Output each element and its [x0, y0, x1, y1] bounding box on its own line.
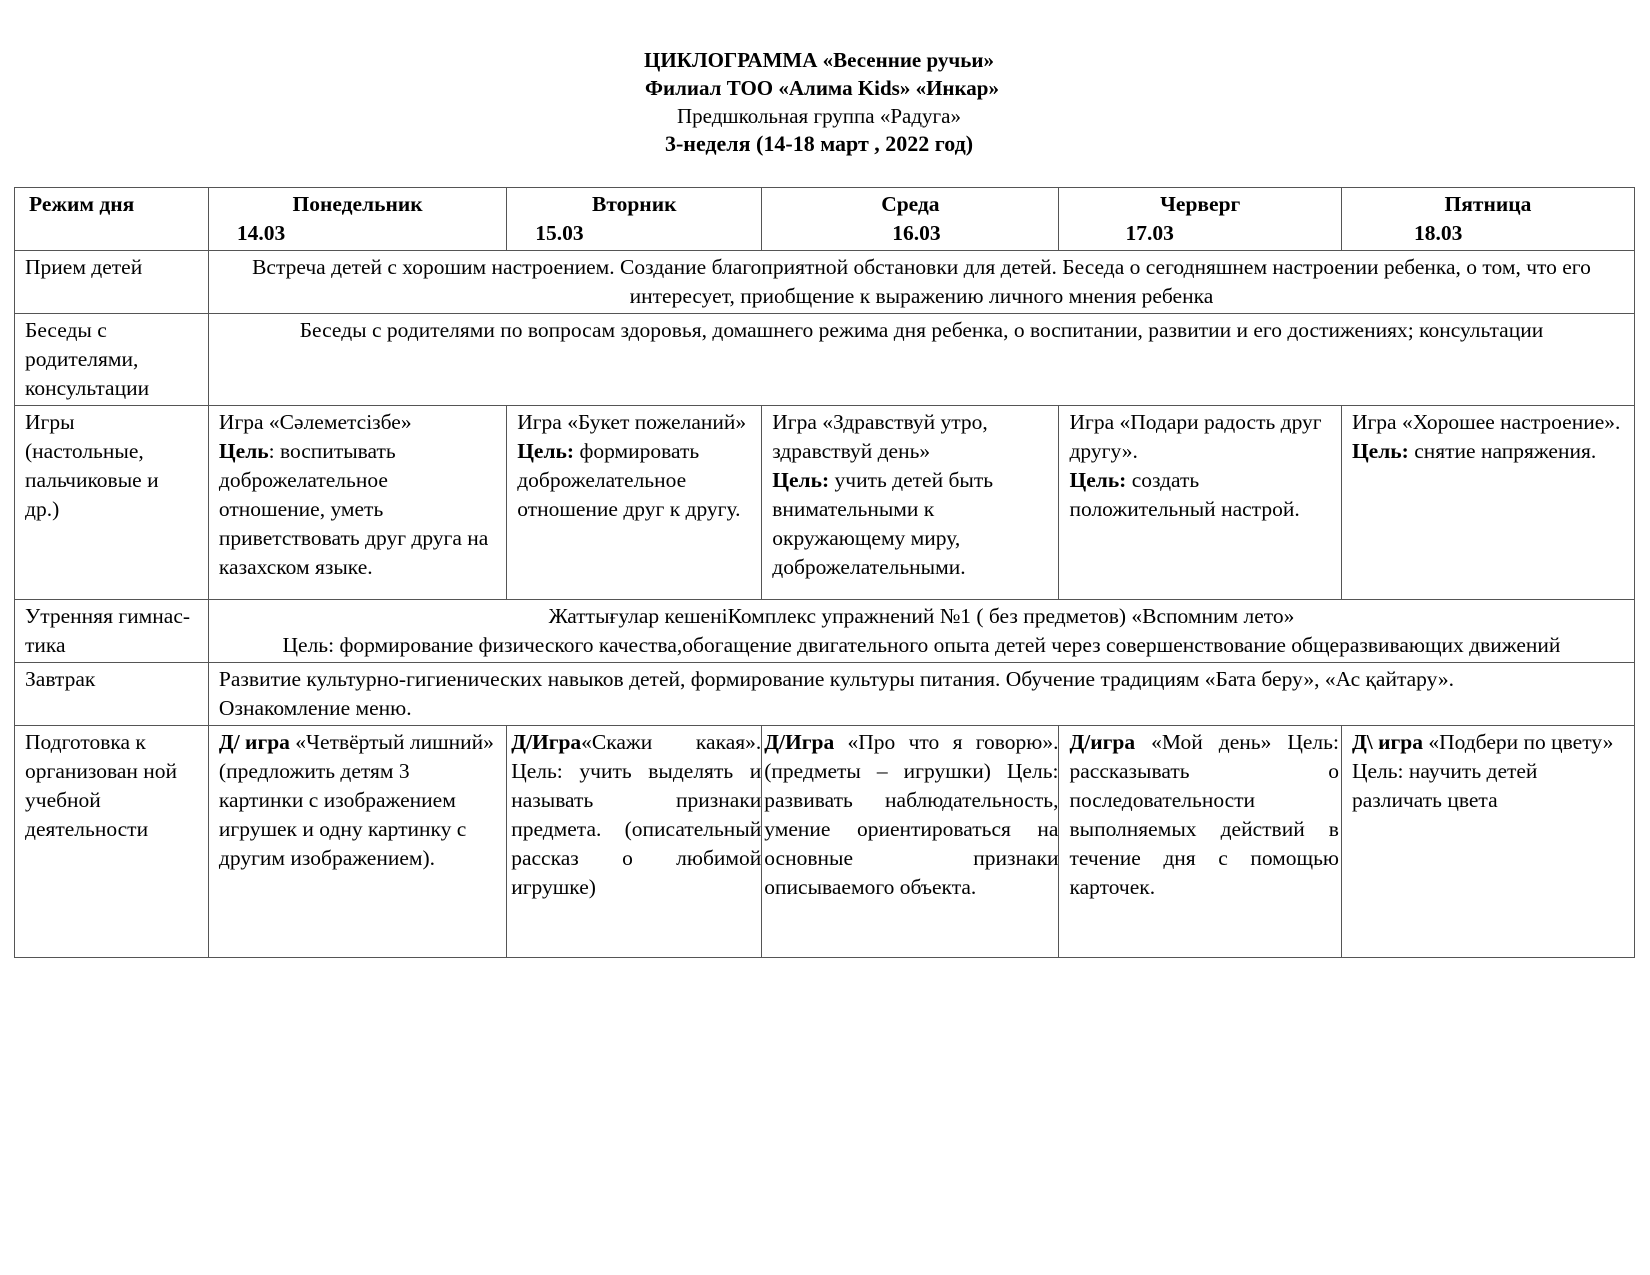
table-row-prep	[15, 726, 1635, 958]
game-cell-mon	[208, 406, 506, 600]
goal-label: Цель:	[1351, 439, 1409, 463]
game-desc: «Мой день» Цель: рассказывать о последовательности выполняемых действий в течение дня с помощью карточек.	[1069, 730, 1339, 899]
table-header-row	[15, 188, 1635, 251]
regime-header: Режим дня	[15, 188, 209, 251]
table-row-reception	[15, 251, 1635, 314]
day-header-tue	[507, 188, 762, 251]
goal-text: формировать доброжелательное отношение друг к другу.	[517, 439, 741, 521]
goal-label: Цель:	[772, 468, 830, 492]
goal-text: : воспитывать доброжелательное отношение, уметь приветствовать друг друга на казахском языке.	[218, 439, 489, 579]
group-name: Предшкольная группа «Радуга»	[677, 104, 961, 128]
game-type: Д/ игра	[218, 730, 290, 754]
game-title: Игра «Хорошее настроение».	[1351, 410, 1621, 434]
goal-text: снятие напряжения.	[1408, 439, 1597, 463]
row-text	[208, 600, 1634, 663]
row-label: Игры (настольные, пальчиковые и др.)	[15, 406, 209, 600]
row-text: Беседы с родителями по вопросам здоровья, домашнего режима дня ребенка, о воспитании, развитии и его достижениях; консультации	[208, 314, 1634, 406]
day-date: 15.03	[535, 221, 584, 245]
game-desc: «Четвёртый лишний» (предложить детям 3 картинки с изображением игрушек и одну картинку с другим изображением).	[218, 730, 494, 870]
game-cell-wed	[762, 406, 1059, 600]
game-title: Игра «Букет пожеланий»	[517, 410, 747, 434]
goal-label: Цель	[218, 439, 269, 463]
game-title: Игра «Здравствуй утро, здравствуй день»	[772, 410, 988, 463]
game-type: Д\ игра	[1351, 730, 1423, 754]
day-name: Понедельник	[292, 192, 423, 216]
row-label: Утренняя гимнас-тика	[15, 600, 209, 663]
game-title: Игра «Подари радость друг другу».	[1069, 410, 1322, 463]
prep-cell-wed	[762, 726, 1059, 958]
game-cell-fri	[1341, 406, 1634, 600]
day-date: 14.03	[236, 221, 286, 245]
week-range: 3-неделя (14-18 март , 2022 год)	[664, 131, 974, 156]
game-title: Игра «Сәлеметсізбе»	[218, 410, 412, 434]
row-label: Завтрак	[15, 663, 209, 726]
game-type: Д/Игра	[511, 730, 582, 754]
prep-cell-mon	[208, 726, 506, 958]
game-desc: «Подбери по цвету» Цель: научить детей различать цвета	[1351, 730, 1614, 812]
row-label: Подготовка к организован ной учебной деятельности	[15, 726, 209, 958]
goal-label: Цель:	[517, 439, 575, 463]
day-date: 18.03	[1413, 221, 1463, 245]
day-date: 16.03	[892, 221, 941, 245]
branch-name: Филиал ТОО «Алима Kids» «Инкар»	[644, 76, 999, 100]
day-header-mon	[208, 188, 506, 251]
day-header-wed	[762, 188, 1059, 251]
row-text: Встреча детей с хорошим настроением. Создание благоприятной обстановки для детей. Беседа о сегодняшнем настроении ребенка, о том, что его интересует, приобщение к выражению личного мнения ребенка	[208, 251, 1634, 314]
game-desc: «Про что я говорю». (предметы – игрушки) Цель: развивать наблюдательность, умение ориентироваться на основные признаки описываемого объекта.	[764, 730, 1059, 899]
row-label: Прием детей	[15, 251, 209, 314]
day-name: Черверг	[1160, 192, 1241, 216]
game-cell-thu	[1059, 406, 1341, 600]
game-cell-tue	[507, 406, 762, 600]
doc-title: ЦИКЛОГРАММА «Весенние ручьи»	[644, 48, 994, 72]
goal-label: Цель:	[1069, 468, 1127, 492]
goal-text: создать положительный настрой.	[1069, 468, 1300, 521]
prep-cell-tue	[507, 726, 762, 958]
prep-cell-fri	[1341, 726, 1634, 958]
table-row-breakfast	[15, 663, 1635, 726]
day-date: 17.03	[1125, 221, 1174, 245]
game-desc: «Скажи какая». Цель: учить выделять и называть признаки предмета. (описательный рассказ о любимой игрушке)	[511, 730, 762, 899]
gym-line1: Жаттығулар кешеніКомплекс упражнений №1 ( без предметов) «Вспомним лето»	[548, 604, 1295, 628]
gym-line2: Цель: формирование физического качества,обогащение двигательного опыта детей через совершенствование общеразвивающих движений	[282, 633, 1561, 657]
prep-cell-thu	[1059, 726, 1341, 958]
game-type: Д/игра	[1069, 730, 1136, 754]
table-row-games	[15, 406, 1635, 600]
row-text: Развитие культурно-гигиенических навыков детей, формирование культуры питания. Обучение традициям «Бата беру», «Ас қайтару». Ознакомление меню.	[208, 663, 1634, 726]
day-name: Вторник	[591, 192, 677, 216]
goal-text: учить детей быть внимательными к окружающему миру, доброжелательными.	[772, 468, 994, 579]
day-name: Среда	[881, 192, 940, 216]
day-header-fri	[1341, 188, 1634, 251]
day-name: Пятница	[1444, 192, 1532, 216]
table-row-gym	[15, 600, 1635, 663]
table-row-parents	[15, 314, 1635, 406]
day-header-thu	[1059, 188, 1341, 251]
document-header	[0, 46, 1650, 158]
row-label: Беседы с родителями, консультации	[15, 314, 209, 406]
schedule-table	[14, 187, 1635, 958]
game-type: Д/Игра	[764, 730, 835, 754]
